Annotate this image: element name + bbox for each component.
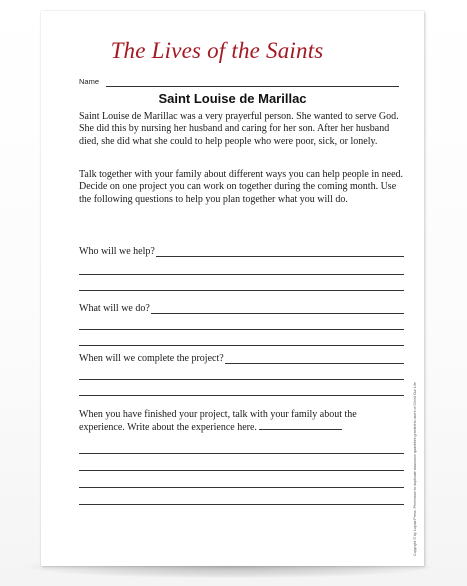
question-when-label: When will we complete the project? — [79, 353, 224, 364]
reflection-prompt-text: When you have finished your project, talk with your family about the experience. Write about the experience here. — [79, 409, 357, 434]
question-who-field[interactable] — [79, 246, 404, 260]
name-label: Name — [79, 77, 100, 86]
answer-line[interactable] — [79, 329, 404, 330]
answer-line[interactable] — [79, 487, 404, 488]
series-banner-title: The Lives of the Saints — [110, 38, 324, 63]
answer-line[interactable] — [79, 453, 404, 454]
question-when-field[interactable] — [79, 353, 404, 367]
answer-line[interactable] — [79, 274, 404, 275]
answer-line[interactable] — [79, 504, 404, 505]
name-field[interactable] — [79, 77, 399, 91]
reflection-prompt — [79, 409, 404, 435]
intro-paragraph: Saint Louise de Marillac was a very prayerful person. She wanted to serve God. She did this by nursing her husband and caring for her son. After her husband died, she did what she could to help people who were poor, sick, or lonely. — [79, 111, 399, 147]
instructions-paragraph: Talk together with your family about different ways you can help people in need. Decide on one project you can work on together during the coming month. Use the following questions to help you plan together what you will do. — [79, 169, 404, 205]
question-what-label: What will we do? — [79, 303, 150, 314]
answer-line[interactable] — [79, 379, 404, 380]
question-what-field[interactable] — [79, 303, 404, 317]
answer-line[interactable] — [79, 290, 404, 291]
worksheet-page — [41, 11, 424, 566]
answer-line[interactable] — [79, 395, 404, 396]
name-write-line[interactable] — [106, 86, 399, 87]
answer-line[interactable] — [79, 345, 404, 346]
page-title: Saint Louise de Marillac — [158, 91, 307, 106]
question-who-label: Who will we help? — [79, 246, 155, 257]
answer-line[interactable] — [259, 421, 342, 430]
answer-line[interactable] — [79, 470, 404, 471]
copyright-notice: Copyright © by Loyola Press. Permission to duplicate classroom quantities granted to users of Christ Our Life. — [413, 381, 417, 556]
